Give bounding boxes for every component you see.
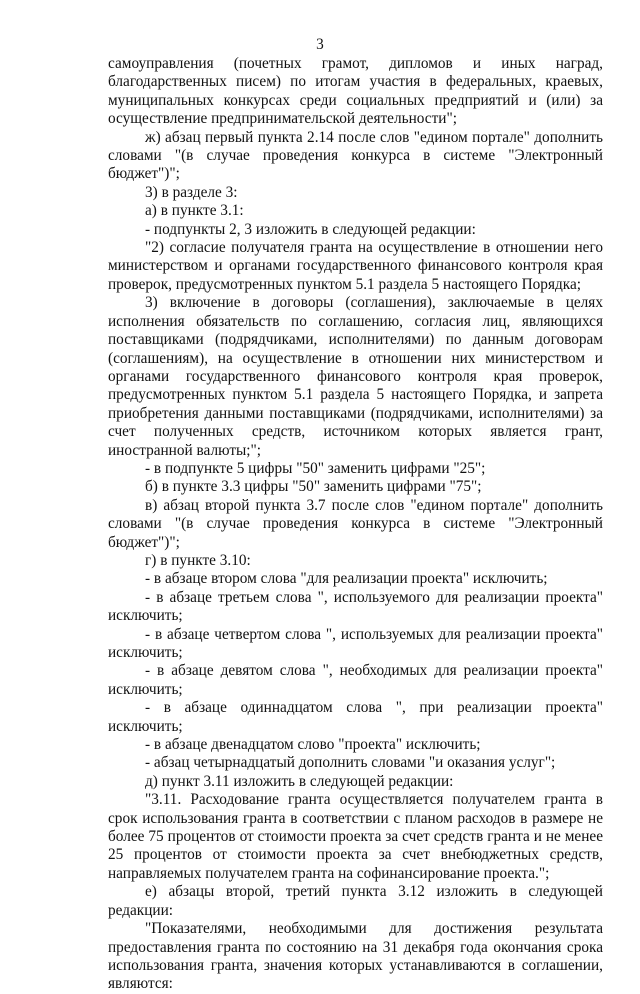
paragraph-19: д) пункт 3.11 изложить в следующей редакции: xyxy=(145,772,454,790)
paragraph-10: в) абзац второй пункта 3.7 после слов "едином портале" дополнить словами "(в случае проведения конкурса в системе "Электронный бюджет")"; xyxy=(108,496,603,551)
paragraph-22: "Показателями, необходимыми для достижения результата предоставления гранта по состоянию на 31 декабря года окончания срока использования гранта, значения которых устанавливаются в соглашении, являются: xyxy=(108,920,603,993)
paragraph-2: ж) абзац первый пункта 2.14 после слов "едином портале" дополнить словами "(в случае проведения конкурса в системе "Электронный бюджет")"; xyxy=(108,128,603,183)
paragraph-4: а) в пункте 3.1: xyxy=(145,202,244,220)
page-number: 3 xyxy=(316,36,324,53)
paragraph-13: - в абзаце третьем слова ", используемого для реализации проекта" исключить; xyxy=(108,588,603,625)
paragraph-12: - в абзаце втором слова "для реализации проекта" исключить; xyxy=(145,570,548,588)
paragraph-3: 3) в разделе 3: xyxy=(145,183,238,201)
paragraph-17: - в абзаце двенадцатом слово "проекта" исключить; xyxy=(145,736,481,754)
paragraph-8: - в подпункте 5 цифры "50" заменить цифрами "25"; xyxy=(145,459,486,477)
paragraph-21: е) абзацы второй, третий пункта 3.12 изложить в следующей редакции: xyxy=(108,883,603,919)
paragraph-14: - в абзаце четвертом слова ", используемых для реализации проекта" исключить; xyxy=(108,625,603,661)
paragraph-9: б) в пункте 3.3 цифры "50" заменить цифрами "75"; xyxy=(145,478,482,496)
paragraph-5: - подпункты 2, 3 изложить в следующей редакции: xyxy=(145,220,476,238)
paragraph-16: - в абзаце одиннадцатом слова ", при реализации проекта" исключить; xyxy=(108,699,603,735)
paragraph-6: "2) согласие получателя гранта на осуществление в отношении него министерством и органами государственного финансового контроля края проверок, предусмотренных пунктом 5.1 раздела 5 настоящего Порядка; xyxy=(108,239,603,293)
document-body xyxy=(108,55,603,994)
paragraph-20: "3.11. Расходование гранта осуществляется получателем гранта в срок использования гранта в соответствии с планом расходов в размере не более 75 процентов от стоимости проекта за счет средств гранта и не менее 25 процентов от стоимости проекта за счет внебюджетных средств, направляемых получателем гранта на софинансирование проекта."; xyxy=(108,791,603,882)
paragraph-11: г) в пункте 3.10: xyxy=(145,551,251,569)
paragraph-7: 3) включение в договоры (соглашения), заключаемые в целях исполнения обязательств по соглашению, согласия лиц, являющихся поставщиками (подрядчиками, исполнителями) по данным договорам (соглашениям), на осуществление в отношении них министерством и органами государственного финансового контроля края проверок, предусмотренных пунктом 5.1 раздела 5 настоящего Порядка, и запрета приобретения данными поставщиками (подрядчиками, исполнителями) за счет полученных средств, источником которых является грант, иностранной валюты;"; xyxy=(108,294,603,459)
paragraph-18: - абзац четырнадцатый дополнить словами "и оказания услуг"; xyxy=(145,754,556,772)
paragraph-1: самоуправления (почетных грамот, дипломов и иных наград, благодарственных писем) по итогам участия в федеральных, краевых, муниципальных конкурсах среди социальных предприятий и (или) за осуществление предпринимательской деятельности"; xyxy=(108,55,603,128)
paragraph-15: - в абзаце девятом слова ", необходимых для реализации проекта" исключить; xyxy=(108,662,603,698)
